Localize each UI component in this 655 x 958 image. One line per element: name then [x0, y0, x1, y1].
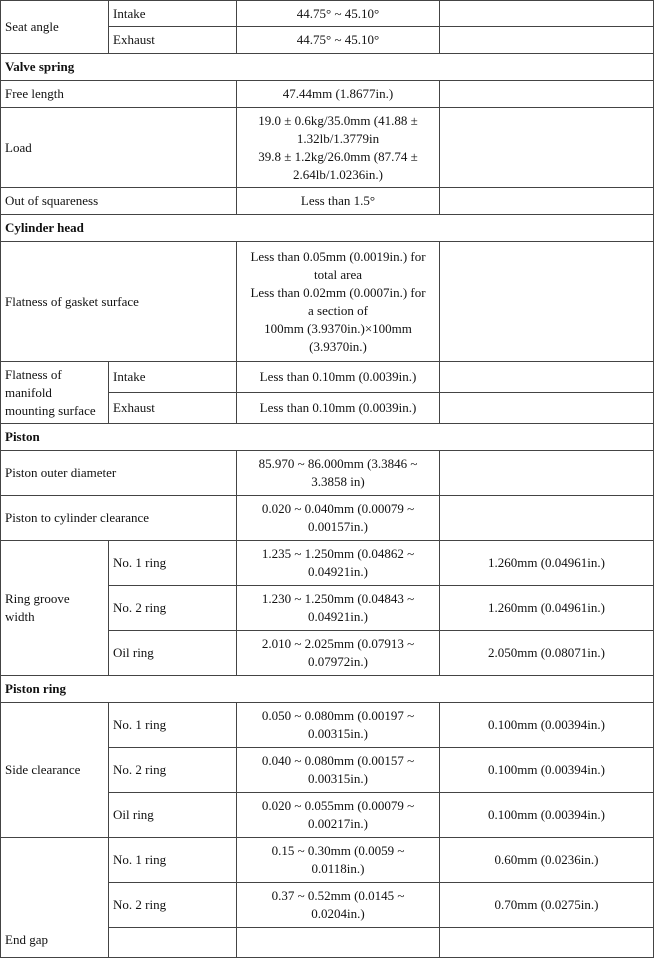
side-clearance-limit: 0.100mm (0.00394in.)	[440, 703, 654, 748]
side-clearance-ring-label: Oil ring	[109, 793, 237, 838]
piston-outer-diameter-label: Piston outer diameter	[1, 451, 237, 496]
section-heading-row	[1, 676, 654, 703]
ring-groove-ring-label: No. 1 ring	[109, 541, 237, 586]
gasket-value-line: total area	[314, 266, 362, 282]
value-line: 0.00157in.)	[308, 519, 368, 534]
value-line: 0.00315in.)	[308, 726, 368, 741]
piston-clearance-value	[237, 496, 440, 541]
value-line: 0.050 ~ 0.080mm (0.00197 ~	[261, 708, 415, 723]
gasket-flatness-limit	[440, 242, 654, 362]
seat-angle-exhaust-limit	[440, 27, 654, 54]
value-line: 0.020 ~ 0.040mm (0.00079 ~	[261, 501, 415, 516]
table-row	[1, 188, 654, 215]
ring-groove-ring-label: No. 2 ring	[109, 586, 237, 631]
ring-groove-spec	[237, 631, 440, 676]
end-gap-ring-label	[109, 928, 237, 958]
table-row	[1, 242, 654, 362]
load-value	[237, 108, 440, 188]
piston-clearance-label: Piston to cylinder clearance	[1, 496, 237, 541]
manifold-label-line: mounting surface	[5, 402, 96, 418]
seat-angle-intake-value: 44.75° ~ 45.10°	[237, 1, 440, 27]
section-heading-row	[1, 215, 654, 242]
gasket-value-line: a section of	[308, 302, 368, 318]
label-line: Ring groove	[5, 591, 70, 606]
manifold-flatness-label	[1, 362, 109, 424]
end-gap-spec	[237, 838, 440, 883]
ring-groove-width-label	[1, 541, 109, 676]
load-label: Load	[1, 108, 237, 188]
end-gap-ring-label: No. 1 ring	[109, 838, 237, 883]
load-value-line: 39.8 ± 1.2kg/26.0mm (87.74 ±	[258, 148, 418, 164]
side-clearance-limit: 0.100mm (0.00394in.)	[440, 793, 654, 838]
gasket-value-line: Less than 0.05mm (0.0019in.) for	[250, 248, 426, 264]
end-gap-limit: 0.70mm (0.0275in.)	[440, 883, 654, 928]
ring-groove-limit: 1.260mm (0.04961in.)	[440, 586, 654, 631]
section-heading-row	[1, 54, 654, 81]
manifold-label-line: Flatness of	[5, 366, 62, 382]
end-gap-ring-label: No. 2 ring	[109, 883, 237, 928]
ring-groove-limit: 1.260mm (0.04961in.)	[440, 541, 654, 586]
piston-heading: Piston	[1, 424, 654, 451]
value-line: 1.230 ~ 1.250mm (0.04843 ~	[261, 591, 415, 606]
seat-angle-exhaust-label: Exhaust	[109, 27, 237, 54]
ring-groove-spec	[237, 541, 440, 586]
gasket-value-line: (3.9370in.)	[309, 338, 367, 354]
seat-angle-intake-label: Intake	[109, 1, 237, 27]
seat-angle-label: Seat angle	[1, 1, 109, 54]
seat-angle-intake-limit	[440, 1, 654, 27]
value-line: 0.020 ~ 0.055mm (0.00079 ~	[261, 798, 415, 813]
manifold-exhaust-label: Exhaust	[109, 393, 237, 424]
gasket-value-line: 100mm (3.9370in.)×100mm	[264, 320, 412, 336]
gasket-flatness-value	[237, 242, 440, 362]
value-line: 2.010 ~ 2.025mm (0.07913 ~	[261, 636, 415, 651]
piston-outer-diameter-limit	[440, 451, 654, 496]
free-length-value: 47.44mm (1.8677in.)	[237, 81, 440, 108]
side-clearance-label: Side clearance	[1, 703, 109, 838]
side-clearance-ring-label: No. 1 ring	[109, 703, 237, 748]
table-row	[1, 81, 654, 108]
table-row	[1, 1, 654, 27]
value-line: 0.04921in.)	[308, 564, 368, 579]
section-heading-row	[1, 424, 654, 451]
table-row	[1, 451, 654, 496]
manifold-intake-limit	[440, 362, 654, 393]
seat-angle-exhaust-value: 44.75° ~ 45.10°	[237, 27, 440, 54]
table-row	[1, 362, 654, 393]
gasket-flatness-label: Flatness of gasket surface	[1, 242, 237, 362]
table-row	[1, 541, 654, 586]
side-clearance-limit: 0.100mm (0.00394in.)	[440, 748, 654, 793]
end-gap-limit: 0.60mm (0.0236in.)	[440, 838, 654, 883]
table-row	[1, 838, 654, 883]
label-line: width	[5, 609, 35, 624]
manifold-exhaust-value: Less than 0.10mm (0.0039in.)	[237, 393, 440, 424]
manifold-label-line: manifold	[5, 384, 52, 400]
out-of-squareness-value: Less than 1.5°	[237, 188, 440, 215]
piston-clearance-limit	[440, 496, 654, 541]
end-gap-label: End gap	[1, 838, 109, 958]
side-clearance-spec	[237, 748, 440, 793]
value-line: 0.040 ~ 0.080mm (0.00157 ~	[261, 753, 415, 768]
cylinder-head-heading: Cylinder head	[1, 215, 654, 242]
table-row	[1, 108, 654, 188]
load-limit	[440, 108, 654, 188]
value-line: 0.07972in.)	[308, 654, 368, 669]
manifold-intake-value: Less than 0.10mm (0.0039in.)	[237, 362, 440, 393]
end-gap-spec	[237, 928, 440, 958]
side-clearance-spec	[237, 793, 440, 838]
load-value-line: 1.32lb/1.3779in	[296, 130, 380, 146]
table-row	[1, 703, 654, 748]
manifold-exhaust-limit	[440, 393, 654, 424]
load-value-line: 19.0 ± 0.6kg/35.0mm (41.88 ±	[258, 112, 418, 128]
table-row	[1, 496, 654, 541]
free-length-label: Free length	[1, 81, 237, 108]
value-line: 0.00217in.)	[308, 816, 368, 831]
manifold-intake-label: Intake	[109, 362, 237, 393]
out-of-squareness-label: Out of squareness	[1, 188, 237, 215]
ring-groove-spec	[237, 586, 440, 631]
value-line: 0.37 ~ 0.52mm (0.0145 ~	[271, 888, 405, 903]
piston-ring-heading: Piston ring	[1, 676, 654, 703]
load-value-line: 2.64lb/1.0236in.)	[293, 166, 383, 182]
value-line: 0.0118in.)	[311, 861, 365, 876]
ring-groove-ring-label: Oil ring	[109, 631, 237, 676]
out-of-squareness-limit	[440, 188, 654, 215]
value-line: 3.3858 in)	[311, 474, 365, 489]
ring-groove-limit: 2.050mm (0.08071in.)	[440, 631, 654, 676]
gasket-value-line: Less than 0.02mm (0.0007in.) for	[250, 284, 426, 300]
free-length-limit	[440, 81, 654, 108]
value-line: 0.04921in.)	[308, 609, 368, 624]
side-clearance-spec	[237, 703, 440, 748]
value-line: 1.235 ~ 1.250mm (0.04862 ~	[261, 546, 415, 561]
end-gap-limit	[440, 928, 654, 958]
valve-spring-heading: Valve spring	[1, 54, 654, 81]
value-line: 85.970 ~ 86.000mm (3.3846 ~	[258, 456, 418, 471]
value-line: 0.15 ~ 0.30mm (0.0059 ~	[271, 843, 405, 858]
value-line: 0.00315in.)	[308, 771, 368, 786]
value-line: 0.0204in.)	[311, 906, 365, 921]
side-clearance-ring-label: No. 2 ring	[109, 748, 237, 793]
piston-outer-diameter-value	[237, 451, 440, 496]
end-gap-spec	[237, 883, 440, 928]
